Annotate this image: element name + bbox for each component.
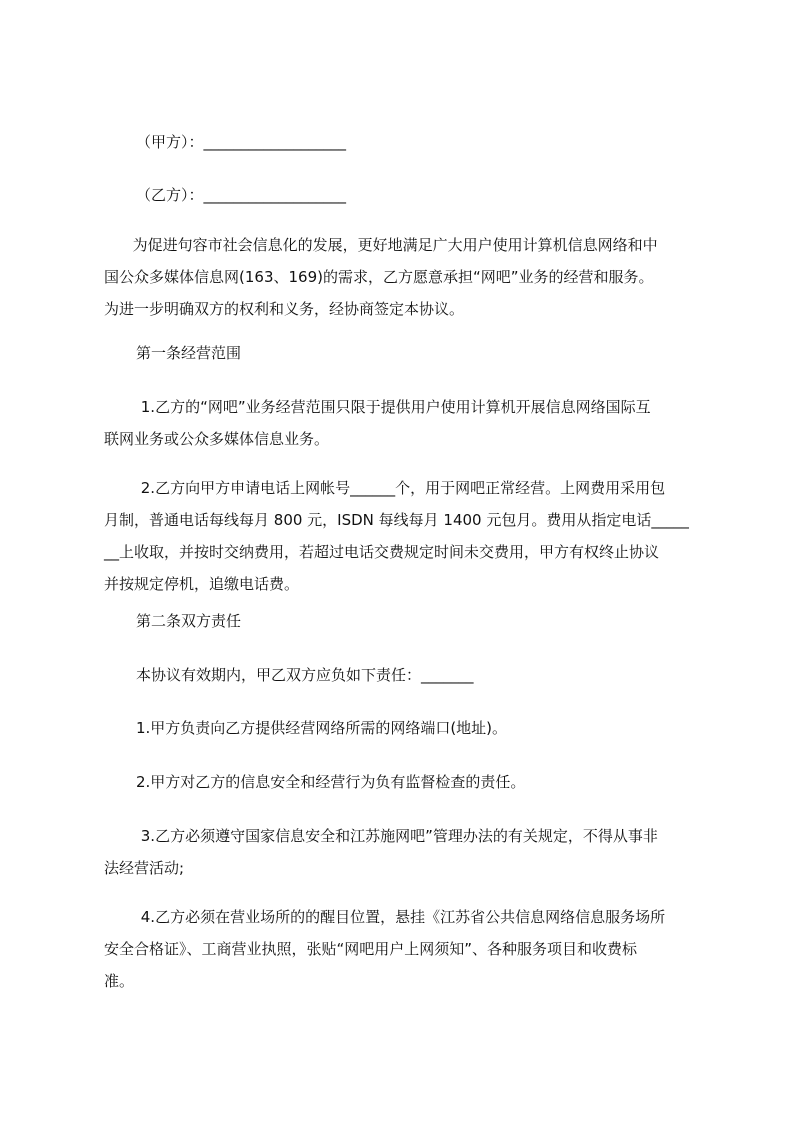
article-2-item-3-line-1: 3.乙方必须遵守国家信息安全和江苏施网吧”管理办法的有关规定，不得从事非 bbox=[136, 827, 658, 845]
article-1-item-1 bbox=[104, 391, 706, 455]
article-1-item-2-line-4: 并按规定停机，追缴电话费。 bbox=[104, 575, 300, 593]
party-a-line: （甲方）：___________________ bbox=[136, 133, 347, 151]
intro-line-2: 国公众多媒体信息网(163、169)的需求，乙方愿意承担“网吧”业务的经营和服务。 bbox=[104, 268, 654, 286]
article-2-item-4-line-1: 4.乙方必须在营业场所的的醒目位置，悬挂《江苏省公共信息网络信息服务场所 bbox=[136, 908, 666, 926]
article-2-item-4-line-3: 准。 bbox=[104, 972, 135, 990]
party-b-line: （乙方）：___________________ bbox=[136, 186, 347, 204]
article-2-item-4-line-2: 安全合格证》、工商营业执照，张贴“网吧用户上网须知”、各种服务项目和收费标 bbox=[104, 940, 638, 958]
article-1-item-2-line-2: 月制，普通电话每线每月 800 元，ISDN 每线每月 1400 元包月。费用从指定电话_____ bbox=[104, 511, 689, 529]
article-2-heading: 第二条双方责任 bbox=[136, 612, 242, 630]
intro-paragraph bbox=[104, 229, 704, 325]
article-2-item-2: 2.甲方对乙方的信息安全和经营行为负有监督检查的责任。 bbox=[136, 773, 526, 791]
intro-line-3: 为进一步明确双方的权利和义务，经协商签定本协议。 bbox=[104, 300, 465, 318]
article-1-item-1-line-1: 1.乙方的“网吧”业务经营范围只限于提供用户使用计算机开展信息网络国际互 bbox=[136, 398, 651, 416]
article-2-item-3 bbox=[104, 820, 706, 884]
article-1-item-2-line-3: __上收取，并按时交纳费用，若超过电话交费规定时间未交费用，甲方有权终止协议 bbox=[104, 543, 660, 561]
article-2-item-1: 1.甲方负责向乙方提供经营网络所需的网络端口(地址)。 bbox=[136, 719, 508, 737]
article-1-item-2 bbox=[104, 472, 706, 600]
article-2-item-4 bbox=[104, 901, 706, 997]
article-2-item-3-line-2: 法经营活动; bbox=[104, 859, 185, 877]
article-1-item-1-line-2: 联网业务或公众多媒体信息业务。 bbox=[104, 430, 330, 448]
article-1-heading: 第一条经营范围 bbox=[136, 344, 242, 362]
article-1-item-2-line-1: 2.乙方向甲方申请电话上网帐号______个，用于网吧正常经营。上网费用采用包 bbox=[136, 479, 666, 497]
article-2-intro: 本协议有效期内，甲乙双方应负如下责任：_______ bbox=[136, 666, 474, 684]
intro-line-1: 为促进句容市社会信息化的发展，更好地满足广大用户使用计算机信息网络和中 bbox=[104, 236, 658, 254]
